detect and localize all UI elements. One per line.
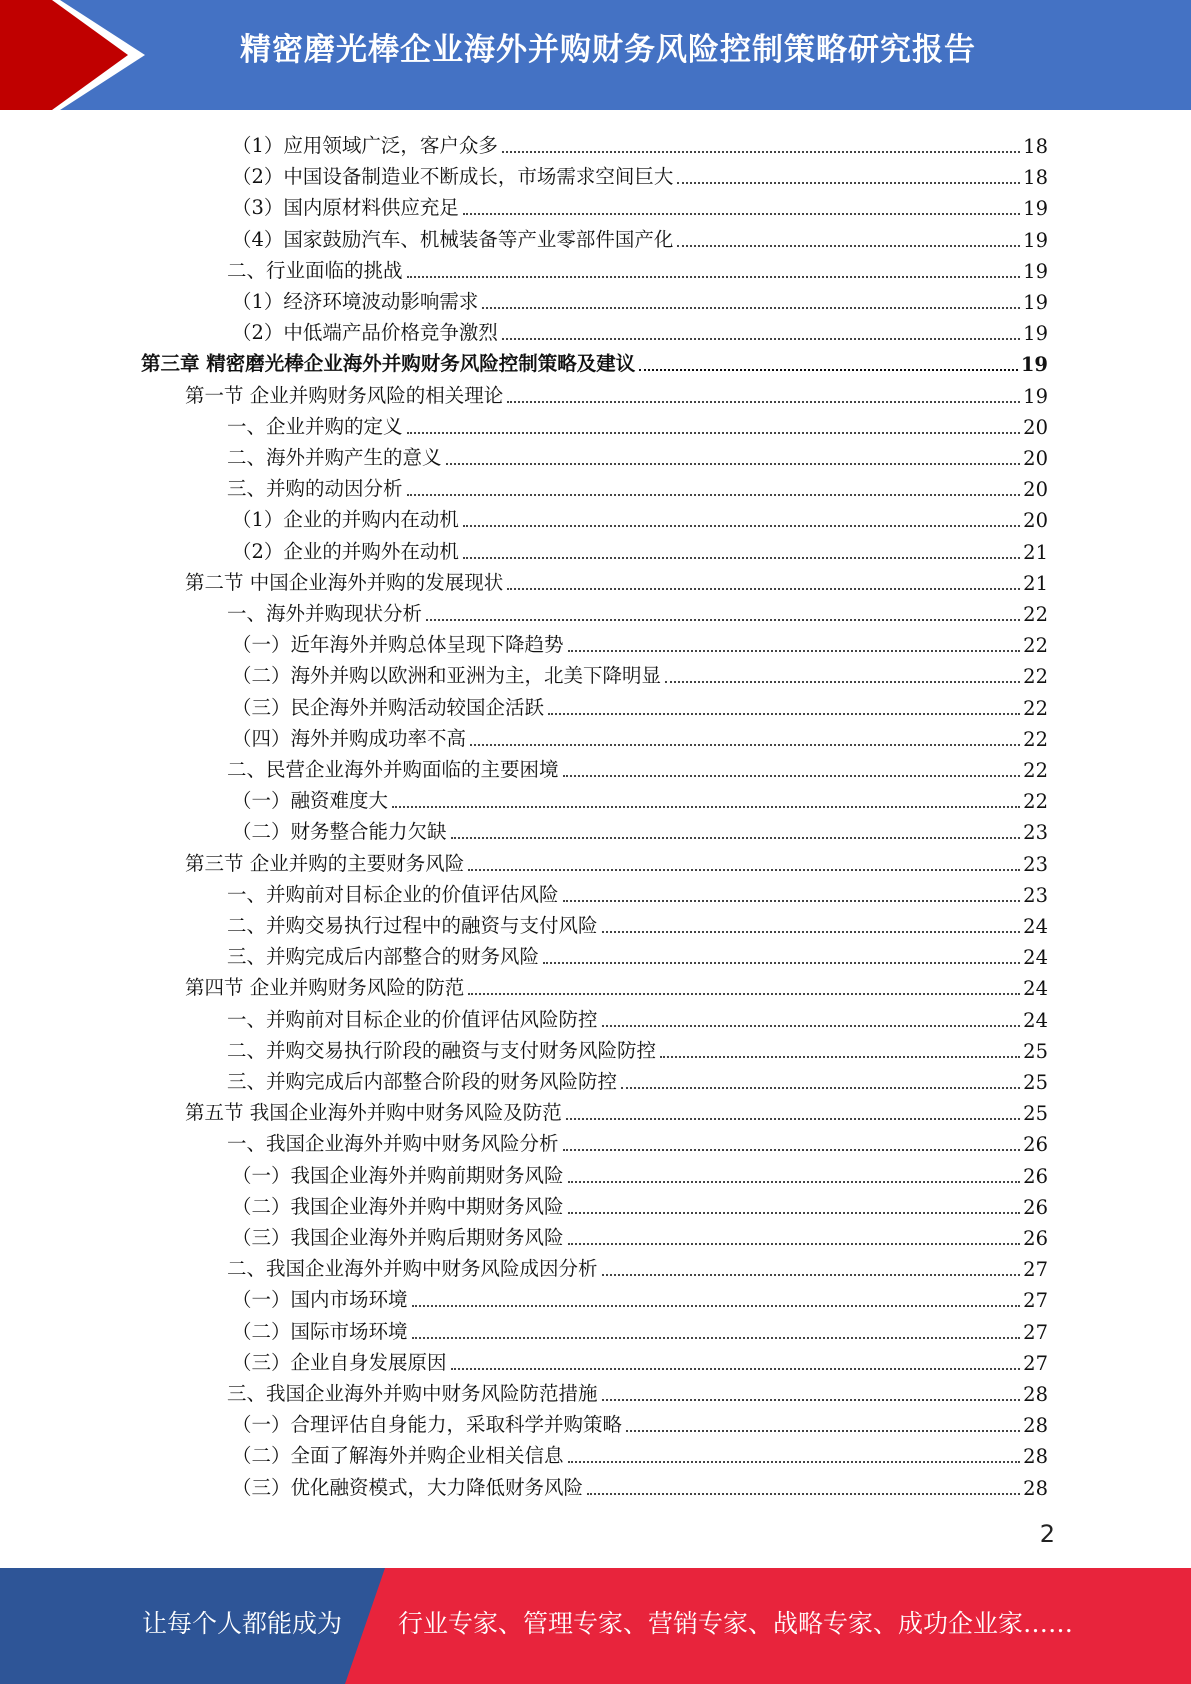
toc-entry[interactable] — [232, 1188, 1048, 1219]
toc-entry-title: （2）中国设备制造业不断成长，市场需求空间巨大 — [232, 165, 674, 189]
toc-entry-page: 22 — [1023, 634, 1048, 658]
toc-entry-title: 第三章 精密磨光棒企业海外并购财务风险控制策略及建议 — [141, 352, 636, 376]
toc-entry[interactable] — [232, 689, 1048, 720]
toc-entry-page: 28 — [1023, 1476, 1048, 1500]
toc-entry[interactable] — [227, 751, 1048, 782]
toc-entry-title: （4）国家鼓励汽车、机械装备等产业零部件国产化 — [232, 227, 674, 251]
toc-dot-leader — [468, 869, 1020, 871]
toc-entry-page: 25 — [1023, 1039, 1048, 1063]
toc-entry[interactable] — [232, 283, 1048, 314]
toc-dot-leader — [446, 463, 1021, 465]
toc-entry[interactable] — [185, 845, 1048, 876]
toc-entry-title: （一）融资难度大 — [232, 789, 389, 813]
page-footer — [0, 1568, 1191, 1684]
toc-dot-leader — [568, 650, 1021, 652]
toc-entry[interactable] — [227, 408, 1048, 439]
toc-entry[interactable] — [232, 626, 1048, 657]
toc-entry[interactable] — [232, 221, 1048, 252]
toc-entry-title: 第三节 企业并购的主要财务风险 — [185, 851, 465, 875]
toc-dot-leader — [463, 213, 1020, 215]
toc-entry[interactable] — [232, 1313, 1048, 1344]
toc-entry-title: 一、企业并购的定义 — [227, 414, 403, 438]
toc-entry-title: （四）海外并购成功率不高 — [232, 726, 467, 750]
toc-entry[interactable] — [227, 439, 1048, 470]
toc-entry[interactable] — [227, 470, 1048, 501]
report-title: 精密磨光棒企业海外并购财务风险控制策略研究报告 — [240, 32, 976, 68]
toc-entry-title: （一）合理评估自身能力，采取科学并购策略 — [232, 1413, 623, 1437]
footer-slogan-left: 让每个人都能成为 — [142, 1609, 343, 1638]
toc-entry[interactable] — [227, 1032, 1048, 1063]
toc-entry-title: （三）企业自身发展原因 — [232, 1350, 447, 1374]
toc-entry-title: 一、我国企业海外并购中财务风险分析 — [227, 1132, 559, 1156]
toc-dot-leader — [507, 588, 1020, 590]
toc-dot-leader — [602, 1025, 1021, 1027]
toc-entry-title: （二）国际市场环境 — [232, 1319, 408, 1343]
toc-entry-title: 一、并购前对目标企业的价值评估风险防控 — [227, 1007, 598, 1031]
toc-entry-page: 19 — [1023, 322, 1048, 346]
toc-entry-title: （三）民企海外并购活动较国企活跃 — [232, 695, 545, 719]
toc-entry-page: 20 — [1023, 509, 1048, 533]
toc-dot-leader — [621, 1087, 1020, 1089]
toc-dot-leader — [407, 494, 1021, 496]
toc-entry-title: （1）企业的并购内在动机 — [232, 508, 459, 532]
toc-entry-page: 22 — [1023, 790, 1048, 814]
toc-entry-title: 第四节 企业并购财务风险的防范 — [185, 976, 465, 1000]
toc-entry-page: 21 — [1023, 571, 1048, 595]
toc-dot-leader — [482, 307, 1020, 309]
toc-entry-page: 20 — [1023, 447, 1048, 470]
toc-entry-page: 25 — [1023, 1071, 1048, 1094]
toc-entry-page: 27 — [1023, 1351, 1048, 1375]
toc-entry[interactable] — [232, 189, 1048, 220]
toc-entry-page: 18 — [1023, 135, 1048, 158]
toc-dot-leader — [665, 681, 1020, 683]
toc-entry-title: 第五节 我国企业海外并购中财务风险及防范 — [185, 1101, 562, 1125]
toc-entry-title: 三、并购完成后内部整合的财务风险 — [227, 945, 540, 969]
toc-entry-page: 24 — [1023, 1008, 1048, 1032]
toc-dot-leader — [660, 1056, 1020, 1058]
toc-entry[interactable] — [227, 595, 1048, 626]
toc-entry-title: 二、民营企业海外并购面临的主要困境 — [227, 758, 559, 781]
toc-dot-leader — [548, 713, 1020, 715]
toc-dot-leader — [626, 1430, 1020, 1432]
toc-dot-leader — [563, 900, 1021, 902]
toc-dot-leader — [502, 151, 1020, 153]
toc-entry-title: 二、海外并购产生的意义 — [227, 446, 442, 469]
toc-entry[interactable] — [232, 1406, 1048, 1437]
toc-entry-page: 26 — [1023, 1133, 1048, 1157]
toc-entry-page: 23 — [1023, 852, 1048, 876]
toc-dot-leader — [602, 931, 1021, 933]
toc-dot-leader — [502, 338, 1020, 340]
page-header — [0, 0, 1191, 110]
toc-dot-leader — [602, 1399, 1021, 1401]
toc-entry-title: （三）优化融资模式，大力降低财务风险 — [232, 1475, 584, 1499]
toc-entry-page: 28 — [1023, 1414, 1048, 1438]
toc-entry-title: 二、并购交易执行阶段的融资与支付财务风险防控 — [227, 1038, 657, 1062]
toc-entry[interactable] — [232, 501, 1048, 532]
toc-entry-title: （1）应用领域广泛，客户众多 — [232, 134, 498, 157]
toc-entry-title: 三、并购完成后内部整合阶段的财务风险防控 — [227, 1070, 618, 1093]
toc-entry[interactable] — [232, 314, 1048, 345]
toc-entry-title: （二）全面了解海外并购企业相关信息 — [232, 1444, 564, 1468]
toc-entry-title: （一）近年海外并购总体呈现下降趋势 — [232, 633, 564, 657]
toc-dot-leader — [468, 993, 1020, 995]
toc-entry-page: 22 — [1023, 759, 1048, 782]
toc-entry-title: 一、海外并购现状分析 — [227, 602, 423, 625]
toc-entry[interactable] — [232, 1344, 1048, 1375]
toc-entry-title: 三、并购的动因分析 — [227, 477, 403, 501]
toc-entry[interactable] — [227, 876, 1048, 907]
footer-slogan-right: 行业专家、管理专家、营销专家、战略专家、成功企业家…… — [398, 1609, 1074, 1638]
toc-entry[interactable] — [232, 1437, 1048, 1468]
toc-entry-page: 19 — [1023, 291, 1048, 314]
toc-entry-title: （一）我国企业海外并购前期财务风险 — [232, 1163, 564, 1187]
toc-entry-page: 19 — [1023, 228, 1048, 252]
toc-dot-leader — [407, 276, 1021, 278]
toc-entry-title: （二）财务整合能力欠缺 — [232, 820, 447, 844]
toc-entry[interactable] — [232, 1219, 1048, 1250]
toc-entry-page: 22 — [1023, 603, 1048, 626]
toc-entry-page: 20 — [1023, 415, 1048, 439]
toc-entry[interactable] — [227, 1250, 1048, 1281]
toc-entry[interactable] — [232, 813, 1048, 844]
toc-entry-page: 24 — [1023, 977, 1048, 1001]
toc-entry-page: 24 — [1023, 915, 1048, 938]
toc-entry-page: 19 — [1023, 259, 1048, 283]
toc-entry-page: 27 — [1023, 1258, 1048, 1282]
toc-entry-title: （2）中低端产品价格竞争激烈 — [232, 321, 498, 345]
toc-entry-page: 27 — [1023, 1320, 1048, 1344]
toc-dot-leader — [602, 1274, 1021, 1276]
toc-entry[interactable] — [227, 1001, 1048, 1032]
toc-entry-page: 19 — [1023, 384, 1048, 408]
toc-dot-leader — [463, 557, 1020, 559]
toc-dot-leader — [451, 1368, 1021, 1370]
toc-dot-leader — [407, 432, 1021, 434]
toc-entry[interactable] — [232, 533, 1048, 564]
toc-dot-leader — [543, 962, 1020, 964]
toc-entry[interactable] — [232, 158, 1048, 189]
toc-entry[interactable] — [232, 1281, 1048, 1312]
toc-entry[interactable] — [232, 1157, 1048, 1188]
toc-entry-title: 一、并购前对目标企业的价值评估风险 — [227, 882, 559, 906]
toc-entry[interactable] — [227, 1063, 1048, 1094]
toc-entry-page: 25 — [1023, 1102, 1048, 1126]
toc-entry-page: 21 — [1023, 540, 1048, 564]
toc-entry-page: 19 — [1023, 197, 1048, 221]
toc-entry-page: 26 — [1023, 1227, 1048, 1250]
toc-entry-title: 二、行业面临的挑战 — [227, 258, 403, 282]
toc-entry-title: 三、我国企业海外并购中财务风险防范措施 — [227, 1382, 598, 1405]
toc-entry-page: 23 — [1023, 821, 1048, 845]
toc-entry-page: 24 — [1023, 946, 1048, 970]
page-number: 2 — [1039, 1520, 1055, 1548]
toc-entry[interactable] — [141, 345, 1048, 376]
toc-entry[interactable] — [227, 907, 1048, 938]
toc-dot-leader — [568, 1243, 1021, 1245]
toc-entry-page: 26 — [1023, 1164, 1048, 1188]
toc-entry[interactable] — [185, 564, 1048, 595]
toc-dot-leader — [568, 1181, 1021, 1183]
toc-entry[interactable] — [185, 969, 1048, 1000]
toc-entry-page: 19 — [1020, 353, 1048, 377]
toc-dot-leader — [451, 837, 1021, 839]
toc-dot-leader — [412, 1305, 1021, 1307]
toc-entry[interactable] — [232, 1469, 1048, 1500]
toc-entry-title: （二）海外并购以欧洲和亚洲为主，北美下降明显 — [232, 664, 662, 688]
toc-entry[interactable] — [232, 657, 1048, 688]
toc-entry-page: 28 — [1023, 1383, 1048, 1406]
toc-dot-leader — [507, 401, 1020, 403]
toc-entry-page: 27 — [1023, 1289, 1048, 1313]
toc-entry-page: 18 — [1023, 166, 1048, 190]
toc-entry-page: 22 — [1023, 727, 1048, 751]
toc-entry-title: 第二节 中国企业海外并购的发展现状 — [185, 570, 504, 594]
toc-dot-leader — [566, 1118, 1020, 1120]
toc-dot-leader — [563, 1149, 1021, 1151]
toc-dot-leader — [639, 369, 1018, 371]
toc-dot-leader — [677, 245, 1020, 247]
toc-entry-title: （1）经济环境波动影响需求 — [232, 290, 479, 313]
toc-entry-page: 20 — [1023, 478, 1048, 502]
toc-dot-leader — [677, 182, 1020, 184]
toc-entry[interactable] — [227, 938, 1048, 969]
toc-entry-title: 二、并购交易执行过程中的融资与支付风险 — [227, 914, 598, 937]
toc-entry[interactable] — [232, 127, 1048, 158]
toc-entry-title: 第一节 企业并购财务风险的相关理论 — [185, 383, 504, 407]
toc-entry-title: 二、我国企业海外并购中财务风险成因分析 — [227, 1257, 598, 1281]
toc-entry[interactable] — [232, 720, 1048, 751]
toc-entry[interactable] — [227, 1375, 1048, 1406]
toc-dot-leader — [568, 1461, 1021, 1463]
toc-entry-title: （一）国内市场环境 — [232, 1288, 408, 1312]
toc-entry-page: 23 — [1023, 883, 1048, 907]
toc-entry-title: （2）企业的并购外在动机 — [232, 539, 459, 563]
header-arrow-decoration — [0, 0, 160, 110]
toc-entry[interactable] — [185, 377, 1048, 408]
toc-dot-leader — [587, 1493, 1020, 1495]
toc-entry-page: 28 — [1023, 1445, 1048, 1469]
toc-entry[interactable] — [232, 782, 1048, 813]
toc-entry-title: （3）国内原材料供应充足 — [232, 196, 459, 220]
toc-dot-leader — [563, 775, 1021, 777]
toc-entry-page: 22 — [1023, 665, 1048, 689]
toc-dot-leader — [412, 1337, 1021, 1339]
toc-entry-page: 26 — [1023, 1195, 1048, 1219]
toc-dot-leader — [426, 619, 1020, 621]
toc-dot-leader — [392, 806, 1020, 808]
toc-entry-page: 22 — [1023, 696, 1048, 720]
toc-dot-leader — [470, 744, 1020, 746]
toc-dot-leader — [568, 1212, 1021, 1214]
toc-entry-title: （三）我国企业海外并购后期财务风险 — [232, 1226, 564, 1249]
toc-dot-leader — [463, 525, 1020, 527]
toc-entry[interactable] — [227, 1125, 1048, 1156]
toc-entry[interactable] — [227, 252, 1048, 283]
toc-entry-title: （二）我国企业海外并购中期财务风险 — [232, 1194, 564, 1218]
toc-entry[interactable] — [185, 1094, 1048, 1125]
